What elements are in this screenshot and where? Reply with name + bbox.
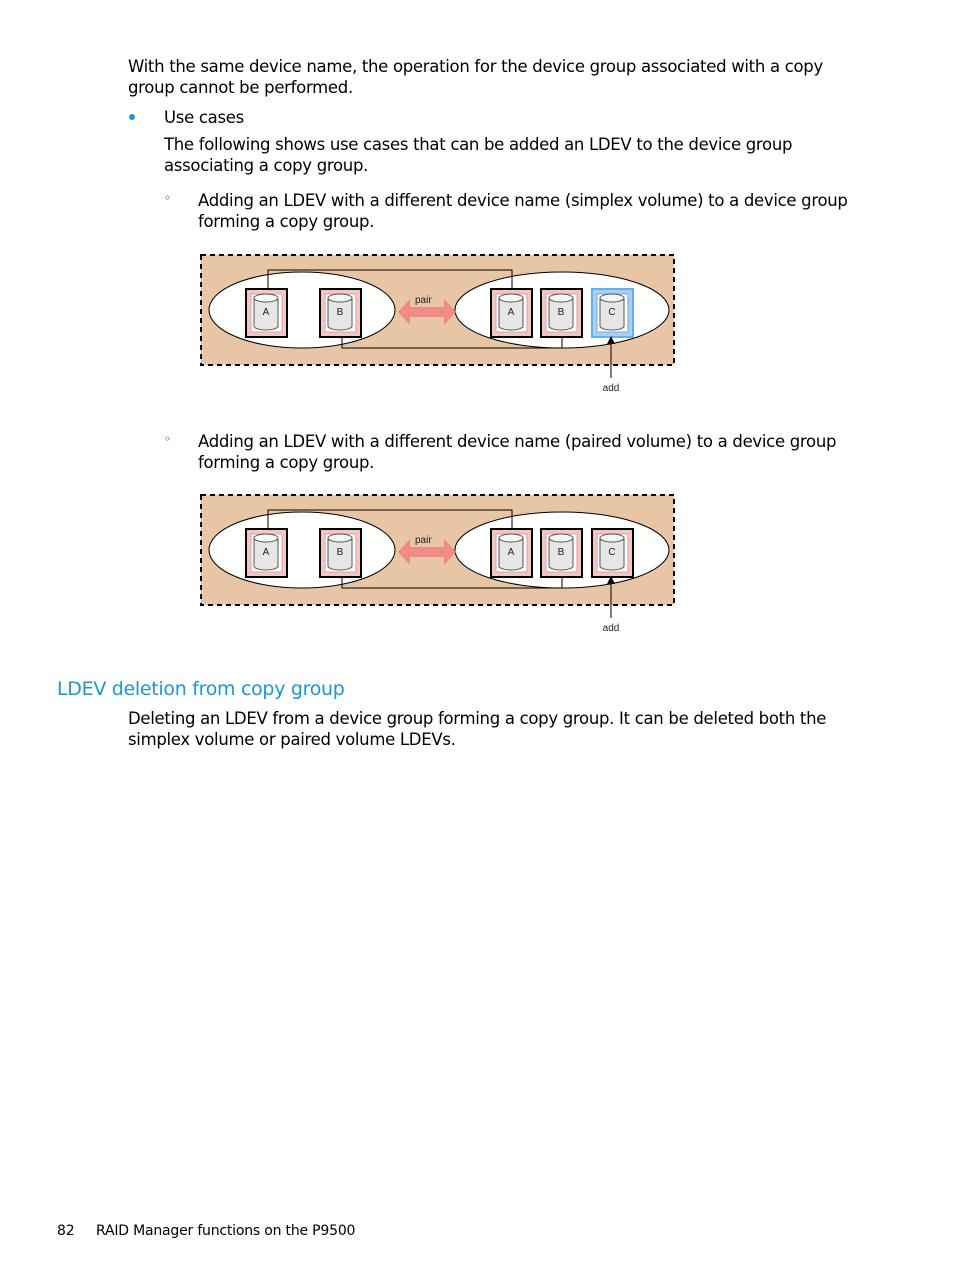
- use-case-item-2: Adding an LDEV with a different device name (paired volume) to a device group forming a copy group.: [198, 432, 837, 472]
- bullet-dot-icon: [129, 114, 135, 120]
- volume-b-right: [541, 529, 582, 577]
- volume-label: A: [507, 307, 515, 318]
- volume-label: A: [262, 307, 270, 318]
- volume-c-added: [592, 529, 633, 577]
- volume-label: B: [336, 307, 344, 318]
- volume-b-left: [320, 529, 361, 577]
- volume-a-right: [491, 289, 532, 337]
- volume-a-left: [246, 529, 287, 577]
- use-cases-title: Use cases: [164, 108, 244, 127]
- diagram-paired-svg: [198, 492, 680, 634]
- circle-bullet-icon: ◦: [164, 432, 172, 446]
- add-label: add: [602, 383, 620, 394]
- volume-b-right: [541, 289, 582, 337]
- section-body: Deleting an LDEV from a device group forming a copy group. It can be deleted both the simplex volume or paired volume LDEVs.: [128, 709, 827, 749]
- device-group-left: [209, 512, 395, 588]
- volume-label: A: [507, 547, 515, 558]
- diagram-simplex-svg: [198, 252, 680, 394]
- diagram-paired-volume: [198, 492, 680, 634]
- pair-label: pair: [415, 535, 432, 546]
- intro-paragraph: With the same device name, the operation for the device group associated with a copy group cannot be performed.: [128, 57, 823, 97]
- volume-label: B: [557, 547, 565, 558]
- section-heading: LDEV deletion from copy group: [57, 678, 345, 700]
- circle-bullet-icon: ◦: [164, 191, 172, 205]
- volume-label: A: [262, 547, 270, 558]
- volume-label: C: [608, 307, 616, 318]
- diagram-simplex-volume: [198, 252, 680, 394]
- volume-a-right: [491, 529, 532, 577]
- add-label: add: [602, 623, 620, 634]
- volume-c-added: [592, 289, 633, 337]
- device-group-left: [209, 272, 395, 348]
- volume-label: C: [608, 547, 616, 558]
- footer-title: RAID Manager functions on the P9500: [96, 1223, 356, 1239]
- use-case-item-1: Adding an LDEV with a different device name (simplex volume) to a device group forming a copy group.: [198, 191, 848, 231]
- volume-label: B: [557, 307, 565, 318]
- page-number: 82: [57, 1223, 75, 1239]
- volume-b-left: [320, 289, 361, 337]
- volume-a-left: [246, 289, 287, 337]
- use-cases-description: The following shows use cases that can be added an LDEV to the device group associating a copy group.: [164, 135, 793, 175]
- pair-label: pair: [415, 295, 432, 306]
- volume-label: B: [336, 547, 344, 558]
